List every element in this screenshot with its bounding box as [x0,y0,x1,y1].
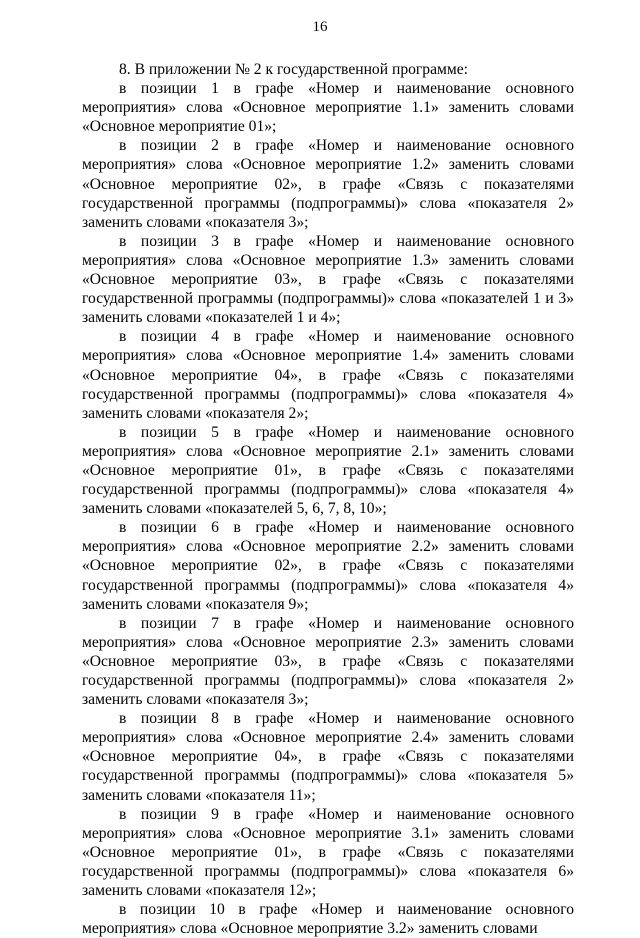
paragraph-position-8: в позиции 8 в графе «Номер и наименование основного мероприятия» слова «Основное мероприятие 2.4» заменить словами «Основное мероприятие 04», в графе «Связь с показателями государственной программы (подпрограммы)» слова «показателя 5» заменить словами «показателя 11»; [82,710,574,804]
paragraph-position-2: в позиции 2 в графе «Номер и наименование основного мероприятия» слова «Основное мероприятие 1.2» заменить словами «Основное мероприятие 02», в графе «Связь с показателями государственной программы (подпрограммы)» слова «показателя 2» заменить словами «показателя 3»; [82,137,574,231]
paragraph-position-9: в позиции 9 в графе «Номер и наименование основного мероприятия» слова «Основное мероприятие 3.1» заменить словами «Основное мероприятие 01», в графе «Связь с показателями государственной программы (подпрограммы)» слова «показателя 6» заменить словами «показателя 12»; [82,805,574,900]
paragraph-position-1: в позиции 1 в графе «Номер и наименование основного мероприятия» слова «Основное мероприятие 1.1» заменить словами «Основное мероприятие 01»; [82,80,574,136]
paragraph-position-6: в позиции 6 в графе «Номер и наименование основного мероприятия» слова «Основное мероприятие 2.2» заменить словами «Основное мероприятие 02», в графе «Связь с показателями государственной программы (подпрограммы)» слова «показателя 4» заменить словами «показателя 9»; [82,519,574,613]
paragraph-position-4: в позиции 4 в графе «Номер и наименование основного мероприятия» слова «Основное мероприятие 1.4» заменить словами «Основное мероприятие 04», в графе «Связь с показателями государственной программы (подпрограммы)» слова «показателя 4» заменить словами «показателя 2»; [82,328,574,422]
page-number: 16 [312,19,328,35]
paragraph-position-7: в позиции 7 в графе «Номер и наименование основного мероприятия» слова «Основное мероприятие 2.3» заменить словами «Основное мероприятие 03», в графе «Связь с показателями государственной программы (подпрограммы)» слова «показателя 2» заменить словами «показателя 3»; [82,614,574,709]
paragraph-position-5: в позиции 5 в графе «Номер и наименование основного мероприятия» слова «Основное мероприятие 2.1» заменить словами «Основное мероприятие 01», в графе «Связь с показателями государственной программы (подпрограммы)» слова «показателя 4» заменить словами «показателей 5, 6, 7, 8, 10»; [82,423,574,518]
paragraph-position-10: в позиции 10 в графе «Номер и наименование основного мероприятия» слова «Основное мероприятие 3.2» заменить словами [82,901,574,938]
paragraph-position-3: в позиции 3 в графе «Номер и наименование основного мероприятия» слова «Основное мероприятие 1.3» заменить словами «Основное мероприятие 03», в графе «Связь с показателями государственной программы (подпрограммы)» слова «показателей 1 и 3» заменить словами «показателей 1 и 4»; [82,232,574,327]
section-heading: 8. В приложении № 2 к государственной программе: [119,61,469,78]
document-body [82,60,574,938]
